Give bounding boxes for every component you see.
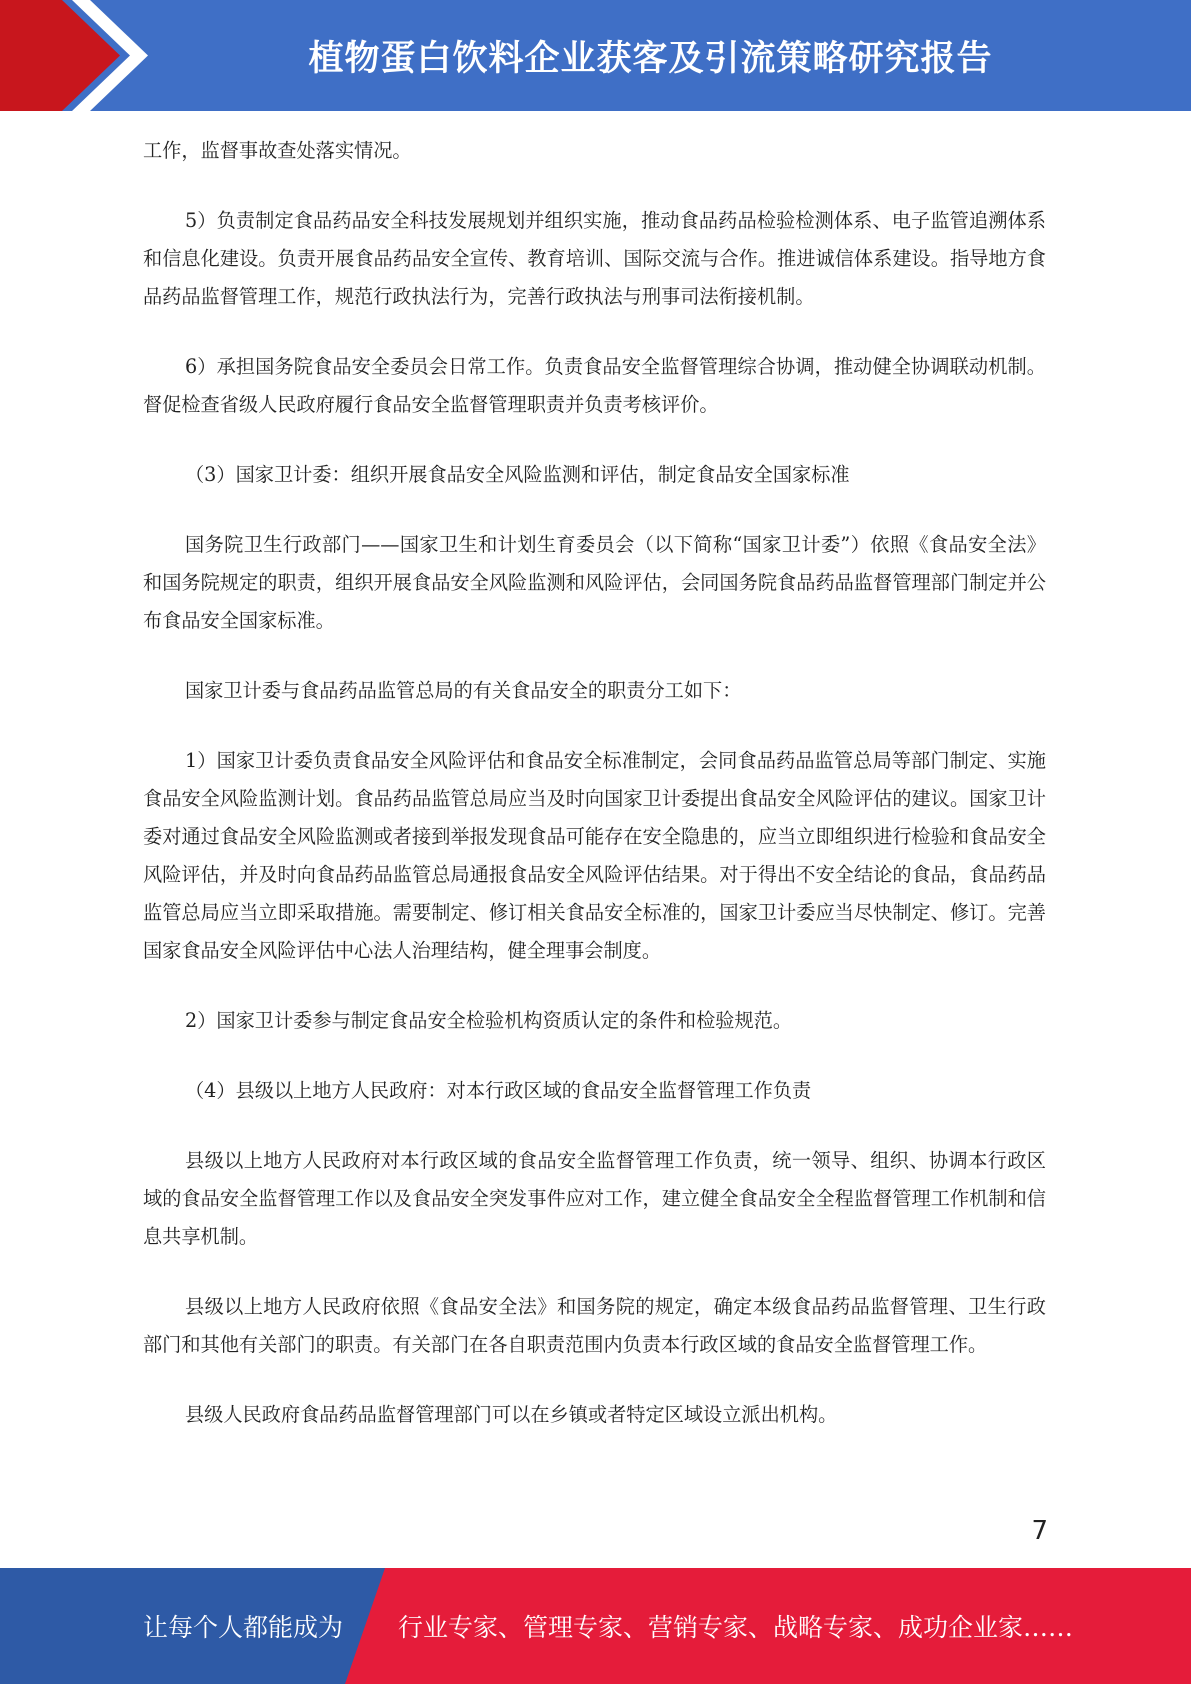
body-paragraph: 县级以上地方人民政府依照《食品安全法》和国务院的规定，确定本级食品药品监督管理、卫生行政部门和其他有关部门的职责。有关部门在各自职责范围内负责本行政区域的食品安全监督管理工作。 — [143, 1295, 1046, 1356]
section-heading: （3）国家卫计委：组织开展食品安全风险监测和评估，制定食品安全国家标准 — [185, 463, 850, 486]
footer-slogan-right: 行业专家、管理专家、营销专家、战略专家、成功企业家…… — [398, 1613, 1074, 1642]
body-paragraph: 6）承担国务院食品安全委员会日常工作。负责食品安全监督管理综合协调，推动健全协调联动机制。督促检查省级人民政府履行食品安全监督管理职责并负责考核评价。 — [143, 355, 1046, 416]
body-paragraph: 5）负责制定食品药品安全科技发展规划并组织实施，推动食品药品检验检测体系、电子监管追溯体系和信息化建设。负责开展食品药品安全宣传、教育培训、国际交流与合作。推进诚信体系建设。指导地方食品药品监督管理工作，规范行政执法行为，完善行政执法与刑事司法衔接机制。 — [143, 209, 1046, 308]
footer-slogan-left: 让每个人都能成为 — [143, 1613, 344, 1642]
body-paragraph: 2）国家卫计委参与制定食品安全检验机构资质认定的条件和检验规范。 — [185, 1009, 793, 1032]
header-arrow-icon — [0, 0, 160, 111]
document-body — [143, 132, 1046, 1466]
section-heading: （4）县级以上地方人民政府：对本行政区域的食品安全监督管理工作负责 — [185, 1079, 812, 1102]
body-paragraph: 国务院卫生行政部门——国家卫生和计划生育委员会（以下简称“国家卫计委”）依照《食品安全法》和国务院规定的职责，组织开展食品安全风险监测和风险评估，会同国务院食品药品监督管理部门制定并公布食品安全国家标准。 — [143, 533, 1046, 632]
body-paragraph: 工作，监督事故查处落实情况。 — [143, 139, 412, 162]
report-title: 植物蛋白饮料企业获客及引流策略研究报告 — [308, 38, 993, 79]
page-header — [0, 0, 1191, 111]
body-paragraph: 县级以上地方人民政府对本行政区域的食品安全监督管理工作负责，统一领导、组织、协调本行政区域的食品安全监督管理工作以及食品安全突发事件应对工作，建立健全食品安全全程监督管理工作机制和信息共享机制。 — [143, 1149, 1046, 1248]
page-footer — [0, 1568, 1191, 1684]
body-paragraph: 1）国家卫计委负责食品安全风险评估和食品安全标准制定，会同食品药品监管总局等部门制定、实施食品安全风险监测计划。食品药品监管总局应当及时向国家卫计委提出食品安全风险评估的建议。国家卫计委对通过食品安全风险监测或者接到举报发现食品可能存在安全隐患的，应当立即组织进行检验和食品安全风险评估，并及时向食品药品监管总局通报食品安全风险评估结果。对于得出不安全结论的食品，食品药品监管总局应当立即采取措施。需要制定、修订相关食品安全标准的，国家卫计委应当尽快制定、修订。完善国家食品安全风险评估中心法人治理结构，健全理事会制度。 — [143, 749, 1046, 962]
page-number: 7 — [1031, 1516, 1048, 1546]
body-paragraph: 县级人民政府食品药品监督管理部门可以在乡镇或者特定区域设立派出机构。 — [185, 1403, 838, 1426]
body-paragraph: 国家卫计委与食品药品监管总局的有关食品安全的职责分工如下： — [185, 679, 742, 702]
